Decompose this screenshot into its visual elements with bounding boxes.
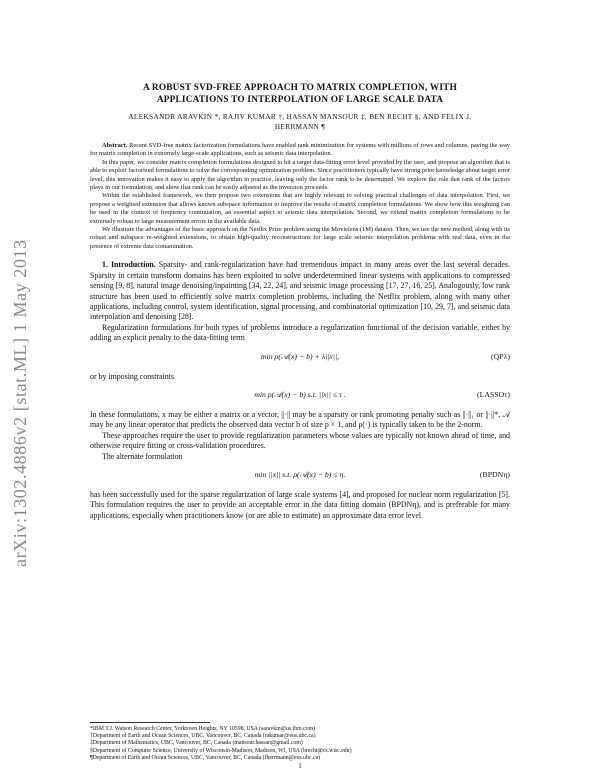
title-line-1: A ROBUST SVD-FREE APPROACH TO MATRIX COMPLETION, WITH [143, 83, 457, 93]
intro-paragraph-5: These approaches require the user to provide regularization parameters whose values are typically not known ahead of time, and otherwise require fitting or cross-validation procedures. [90, 430, 510, 451]
intro-paragraph-1 [90, 260, 510, 322]
intro-paragraph-7: has been successfully used for the sparse regularization of large scale systems [4], and proposed for nuclear norm regularization [5]. This formulation requires the user to provide an acceptable error in the data fitting domain (BPDNη), and is preferable for many applications, especially when practitioners know (or are able to estimate) an approximate data error level. [90, 489, 510, 520]
authors-line-1: ALEKSANDR ARAVKIN *, RAJIV KUMAR †, HASSAN MANSOUR ‡, BEN RECHT §, AND FELIX J. [128, 113, 472, 121]
page-number: 1 [298, 762, 302, 770]
footnote-2: †Department of Earth and Ocean Sciences, UBC, Vancouver, BC, Canada (rakumar@eos.ubc.ca) [90, 733, 316, 740]
arxiv-stamp: arXiv:1302.4886v2 [stat.ML] 1 May 2013 [10, 239, 30, 567]
author-list [90, 112, 510, 132]
abstract-label: Abstract. [102, 142, 128, 149]
footnote-4: §Department of Computer Science, University of Wisconsin-Madison, Madison, WI, USA (brecht@cs.wisc.edu) [90, 747, 352, 754]
intro-paragraph-3: or by imposing constraints [90, 371, 174, 381]
abstract-p1-text: Recent SVD-free matrix factorization formulations have enabled rank minimization for systems with millions of rows and columns, paving the way for matrix completion in extremely large-scale applications, such as seismic data interpolation. [90, 142, 510, 158]
section-heading: 1. Introduction. [102, 260, 156, 270]
footnotes [90, 726, 510, 762]
abstract [90, 142, 510, 251]
equation-lasso-tag: (LASSOτ) [476, 389, 510, 399]
paper-title [90, 82, 510, 106]
footnote-5: ¶Department of Earth and Ocean Sciences, UBC, Vancouver, BC, Canada (fherrmann@eos.ubc.ca) [90, 754, 321, 761]
paper-page [90, 82, 510, 521]
introduction-section [90, 260, 510, 521]
equation-bpdn-tag: (BPDNη) [479, 469, 510, 479]
equation-bpdn [90, 467, 510, 485]
abstract-paragraph-2: In this paper, we consider matrix completion formulations designed to hit a target data-fitting error level provided by the user, and propose an algorithm that is able to exploit factorized formulations to solve the corresponding optimization problem. Since practitioners typically have strong prior knowledge about target error level, this innovation makes it easy to apply the algorithm in practice, leaving only the factor rank to be determined. We explore the role that rank of the factors plays in our formulation, and show that rank can be easily adjusted as the inversion proceeds. [90, 158, 510, 192]
abstract-paragraph-1 [90, 142, 510, 159]
equation-lasso [90, 387, 510, 405]
equation-bpdn-math: min ||x|| s.t. ρ(𝒜(x) − b) ≤ η. [254, 469, 346, 479]
footnote-3: ‡Department of Mathematics, UBC, Vancouver, BC, Canada (mansour.hassan@gmail.com) [90, 740, 303, 747]
authors-line-2: HERRMANN ¶ [274, 123, 326, 131]
intro-p1-text: Sparsity- and rank-regularization have had tremendous impact in many areas over the last several decades. Sparsity in certain transform domains has been exploited to solve underdetermined linear systems with applications to compressed sensing [9, 8], natural image denoising/inpainting [34, 22, 24], and seismic image processing [17, 27, 16, 25]. Analogously, low rank structure has been used to efficiently solve matrix completion problems, including the Netflix problem, along with many other applications, including control, system identification, signal processing, and combinatorial optimization [10, 29, 7], and seismic data interpolation and denoising [28]. [90, 260, 510, 322]
intro-paragraph-6: The alternate formulation [102, 451, 183, 461]
intro-paragraph-2: Regularization formulations for both types of problems introduce a regularization functional of the decision variable, either by adding an explicit penalty to the data-fitting term [90, 322, 510, 343]
abstract-paragraph-4: We illustrate the advantages of the basic approach on the Netflix Prize problem using the Movielens (1M) dataset. Then, we use the new method, along with its robust and subspace re-weighted extensions, to obtain high-quality reconstructions for large scale seismic interpolation problems with real data, even in the presence of extreme data contamination. [90, 226, 510, 250]
intro-paragraph-4: In these formulations, x may be either a matrix or a vector, ||·|| may be a sparsity or rank promoting penalty such as ||·||₁ or ||·||*, 𝒜 may be any linear operator that predicts the observed data vector b of size p × 1, and ρ(·) is typically taken to be the 2-norm. [90, 409, 510, 430]
title-line-2: APPLICATIONS TO INTERPOLATION OF LARGE SCALE DATA [156, 95, 444, 105]
equation-qp [90, 349, 510, 367]
equation-lasso-math: min ρ(𝒜(x) − b) s.t. ||x|| ≤ τ . [254, 389, 346, 399]
equation-qp-math: min ρ(𝒜(x) − b) + λ||x||, [260, 351, 340, 361]
footnote-1: *IBM T.J. Watson Research Center, Yorktown Heights, NY 10598, USA (saravkin@us.ibm.com) [90, 726, 316, 732]
abstract-paragraph-3: Within the established framework, we then propose two extensions that are highly relevant to solving practical challenges of data interpolation. First, we propose a weighted extension that allows known subspace information to improve the results of matrix completion formulations. We show how this weighting can be used in the context of frequency continuation, an essential aspect to seismic data interpolation. Second, we extend matrix completion formulations to be extremely robust to large measurement errors in the available data. [90, 192, 510, 225]
equation-qp-tag: (QPλ) [491, 351, 510, 361]
